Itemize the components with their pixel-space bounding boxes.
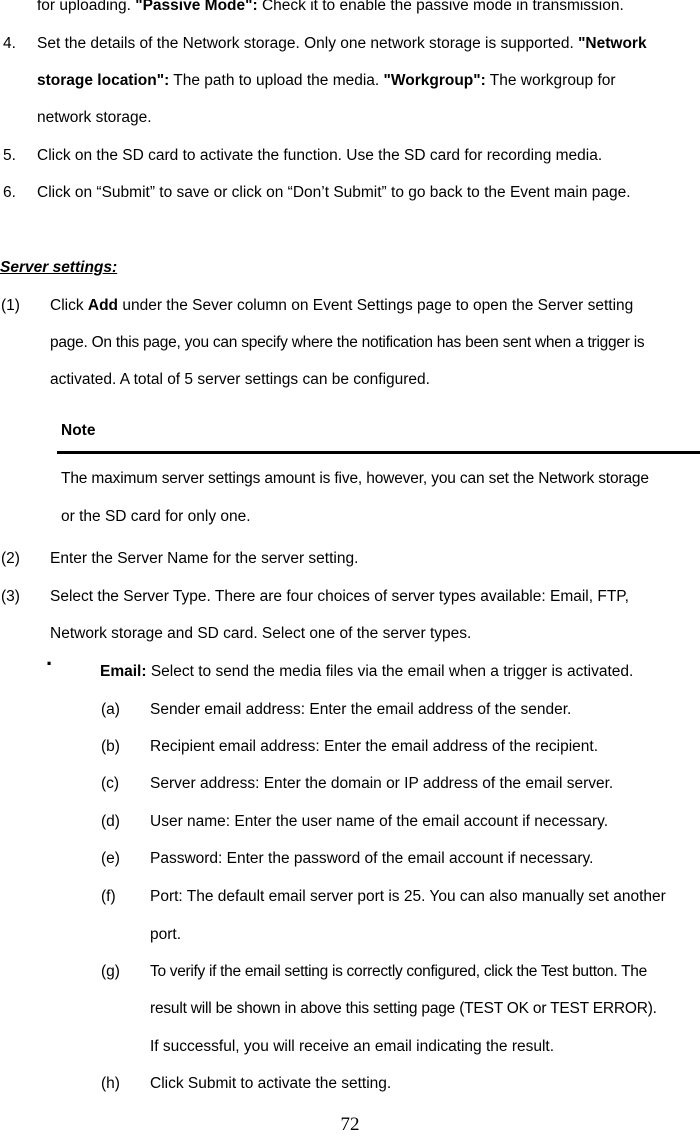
sub-item-text: port. <box>150 926 182 943</box>
sub-item-label: (b) <box>101 738 120 755</box>
section-heading: Server settings: <box>0 259 118 276</box>
step-4-line-2: storage location": The path to upload the media. "Workgroup": The workgroup for <box>37 72 616 89</box>
sub-item-text: Recipient email address: Enter the email address of the recipient. <box>150 738 599 755</box>
sub-item-text: Sender email address: Enter the email address of the sender. <box>150 701 572 718</box>
sub-item-label: (a) <box>101 701 120 718</box>
email-label: Email: <box>100 663 147 680</box>
sub-item-text: If successful, you will receive an email indicating the result. <box>150 1038 555 1055</box>
sub-item-text: Port: The default email server port is 25. You can also manually set another <box>150 888 666 905</box>
step-number: 4. <box>3 35 16 52</box>
sub-item-label: (c) <box>101 775 120 792</box>
sub-item-text: To verify if the email setting is correctly configured, click the Test button. The <box>150 963 647 980</box>
workgroup-label: "Workgroup": <box>383 72 486 89</box>
item-3-line-1: Select the Server Type. There are four choices of server types available: Email, FTP, <box>50 588 629 605</box>
sub-item-label: (g) <box>101 963 120 980</box>
sub-item-text: Server address: Enter the domain or IP address of the email server. <box>150 775 614 792</box>
item-1-line-1: Click Add under the Sever column on Event Settings page to open the Server setting <box>50 297 634 314</box>
step-5-text: Click on the SD card to activate the function. Use the SD card for recording media. <box>37 147 603 164</box>
note-line-2: or the SD card for only one. <box>61 508 251 525</box>
sub-item-text: Click Submit to activate the setting. <box>150 1075 392 1092</box>
sub-item-text: User name: Enter the user name of the email account if necessary. <box>150 813 609 830</box>
passive-mode-label: "Passive Mode": <box>135 0 258 14</box>
email-option-line: Email: Select to send the media files via the email when a trigger is activated. <box>100 663 634 680</box>
item-2-text: Enter the Server Name for the server setting. <box>50 550 359 567</box>
note-title: Note <box>61 422 96 439</box>
sub-item-text: Password: Enter the password of the email account if necessary. <box>150 850 594 867</box>
network-label: "Network <box>578 35 647 52</box>
add-label: Add <box>87 297 119 314</box>
continuation-line: for uploading. "Passive Mode": Check it to enable the passive mode in transmission. <box>37 0 624 16</box>
sub-item-label: (h) <box>101 1075 120 1092</box>
item-3-line-2: Network storage and SD card. Select one of the server types. <box>50 625 472 642</box>
note-line-1: The maximum server settings amount is five, however, you can set the Network storage <box>61 470 649 487</box>
sub-item-label: (e) <box>101 850 120 867</box>
sub-item-text: result will be shown in above this setting page (TEST OK or TEST ERROR). <box>150 1000 657 1017</box>
item-1-line-3: activated. A total of 5 server settings can be configured. <box>50 371 430 388</box>
note-divider <box>57 451 700 454</box>
step-number: 5. <box>3 147 16 164</box>
item-number: (1) <box>1 297 20 314</box>
step-6-text: Click on “Submit” to save or click on “Don’t Submit” to go back to the Event main page. <box>37 184 631 201</box>
step-4-line-3: network storage. <box>37 109 152 126</box>
page-number: 72 <box>340 1114 360 1135</box>
item-number: (2) <box>1 550 20 567</box>
sub-item-label: (d) <box>101 813 120 830</box>
storage-location-label: storage location": <box>37 72 170 89</box>
step-4-line-1: Set the details of the Network storage. Only one network storage is supported. "Network <box>37 35 647 52</box>
item-number: (3) <box>1 588 20 605</box>
bullet-icon: · <box>46 651 54 676</box>
sub-item-label: (f) <box>101 888 116 905</box>
item-1-line-2: page. On this page, you can specify where the notification has been sent when a trigger is <box>50 334 645 351</box>
step-number: 6. <box>3 184 16 201</box>
